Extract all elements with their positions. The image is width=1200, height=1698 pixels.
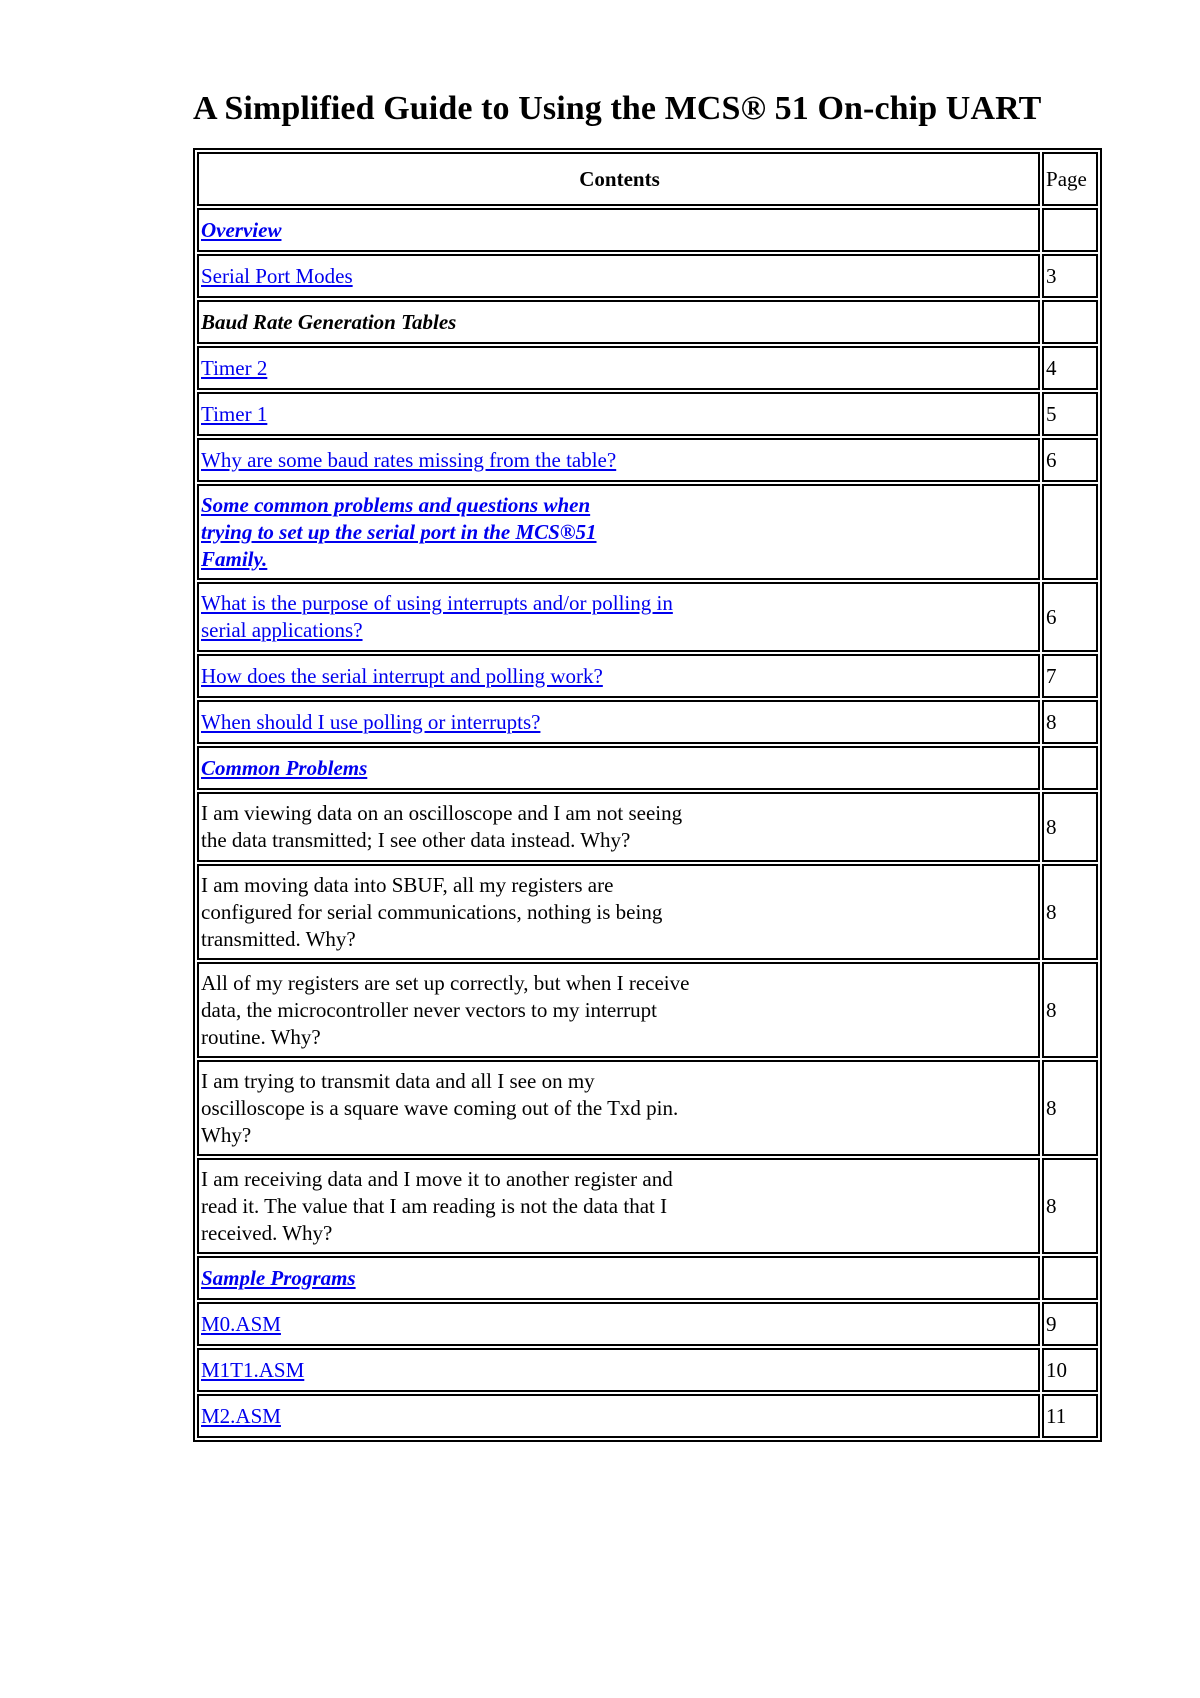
toc-entry-line: routine. Why?	[201, 1024, 321, 1049]
toc-row	[197, 864, 1098, 960]
toc-link[interactable]	[201, 664, 603, 688]
toc-text	[201, 971, 689, 1049]
page-number-cell: 9	[1042, 1302, 1098, 1346]
toc-row	[197, 746, 1098, 790]
toc-row	[197, 1348, 1098, 1392]
toc-entry-line: data, the microcontroller never vectors to my interrupt	[201, 997, 658, 1022]
toc-link[interactable]	[201, 1312, 281, 1336]
toc-entry-line[interactable]: When should I use polling or interrupts?	[201, 709, 541, 734]
toc-entry-line[interactable]: serial applications?	[201, 618, 363, 642]
toc-row	[197, 1394, 1098, 1438]
toc-entry-line: configured for serial communications, nothing is being	[201, 899, 663, 924]
toc-entry-line: I am receiving data and I move it to another register and	[201, 1166, 673, 1191]
toc-link[interactable]	[201, 1358, 304, 1382]
toc-entry-cell	[197, 392, 1040, 436]
page-number-cell: 11	[1042, 1394, 1098, 1438]
toc-entry-cell	[197, 700, 1040, 744]
toc-entry-cell	[197, 346, 1040, 390]
toc-entry-cell	[197, 962, 1040, 1058]
toc-entry-cell	[197, 1060, 1040, 1156]
toc-entry-line[interactable]: Sample Programs	[201, 1265, 356, 1290]
page-number-cell: 8	[1042, 962, 1098, 1058]
toc-entry-cell	[197, 1348, 1040, 1392]
toc-link[interactable]	[201, 448, 616, 472]
toc-link[interactable]	[201, 493, 597, 571]
toc-link[interactable]	[201, 402, 267, 426]
toc-entry-line: Why?	[201, 1122, 252, 1147]
toc-row	[197, 700, 1098, 744]
toc-entry-line[interactable]: What is the purpose of using interrupts and/or polling in	[201, 591, 673, 615]
page-number-cell: 10	[1042, 1348, 1098, 1392]
toc-link[interactable]	[201, 1404, 281, 1428]
toc-entry-cell	[197, 300, 1040, 344]
page-number-cell	[1042, 484, 1098, 580]
toc-entry-cell	[197, 582, 1040, 652]
page-number-cell	[1042, 1256, 1098, 1300]
page-number-cell: 5	[1042, 392, 1098, 436]
toc-link[interactable]	[201, 356, 267, 380]
page-title: A Simplified Guide to Using the MCS® 51 On-chip UART	[193, 90, 1042, 127]
toc-entry-line: read it. The value that I am reading is not the data that I	[201, 1193, 668, 1218]
toc-entry-cell	[197, 746, 1040, 790]
toc-row	[197, 300, 1098, 344]
toc-entry-line: I am moving data into SBUF, all my registers are	[201, 872, 614, 897]
page-number-cell: 8	[1042, 700, 1098, 744]
toc-row	[197, 654, 1098, 698]
toc-link[interactable]	[201, 264, 353, 288]
toc-entry-line[interactable]: Serial Port Modes	[201, 263, 353, 288]
toc-entry-cell	[197, 792, 1040, 862]
toc-text	[201, 873, 662, 951]
toc-text	[201, 1069, 678, 1147]
toc-link[interactable]	[201, 756, 367, 780]
toc-link[interactable]	[201, 591, 673, 642]
toc-entry-line[interactable]: trying to set up the serial port in the MCS®51	[201, 519, 597, 544]
toc-row	[197, 1158, 1098, 1254]
toc-entry-cell	[197, 438, 1040, 482]
toc-text	[201, 1167, 673, 1245]
toc-row	[197, 962, 1098, 1058]
page-header: Page	[1042, 152, 1098, 206]
toc-entry-line: transmitted. Why?	[201, 926, 356, 951]
toc-link[interactable]	[201, 710, 540, 734]
page-number-cell: 4	[1042, 346, 1098, 390]
page-number-cell: 8	[1042, 864, 1098, 960]
toc-row	[197, 392, 1098, 436]
toc-text	[201, 310, 456, 334]
page-number-cell	[1042, 208, 1098, 252]
toc-row	[197, 582, 1098, 652]
toc-entry-line: oscilloscope is a square wave coming out of the Txd pin.	[201, 1095, 679, 1120]
toc-entry-cell	[197, 1394, 1040, 1438]
toc-entry-cell	[197, 484, 1040, 580]
page-number-cell: 3	[1042, 254, 1098, 298]
toc-text	[201, 801, 682, 852]
toc-entry-line[interactable]: M0.ASM	[201, 1311, 281, 1336]
page-number-cell: 6	[1042, 582, 1098, 652]
toc-entry-cell	[197, 654, 1040, 698]
page-number-cell: 7	[1042, 654, 1098, 698]
toc-entry-cell	[197, 1256, 1040, 1300]
toc-entry-line[interactable]: Family.	[201, 546, 268, 571]
toc-entry-line: I am viewing data on an oscilloscope and I am not seeing	[201, 801, 683, 825]
toc-entry-line: Baud Rate Generation Tables	[201, 309, 457, 334]
contents-header: Contents	[197, 152, 1040, 206]
page-number-cell	[1042, 746, 1098, 790]
toc-entry-line[interactable]: Common Problems	[201, 755, 368, 780]
toc-entry-line: All of my registers are set up correctly, but when I receive	[201, 970, 690, 995]
toc-entry-line[interactable]: Overview	[201, 217, 282, 242]
toc-row	[197, 208, 1098, 252]
toc-row	[197, 1060, 1098, 1156]
toc-entry-line[interactable]: How does the serial interrupt and polling work?	[201, 663, 603, 688]
contents-table	[193, 148, 1102, 1442]
toc-entry-cell	[197, 864, 1040, 960]
toc-link[interactable]	[201, 1266, 356, 1290]
toc-entry-line[interactable]: M1T1.ASM	[201, 1357, 305, 1382]
table-header-row	[197, 152, 1098, 206]
toc-row	[197, 1256, 1098, 1300]
toc-row	[197, 346, 1098, 390]
page-number-cell	[1042, 300, 1098, 344]
toc-entry-line[interactable]: Why are some baud rates missing from the table?	[201, 447, 617, 472]
toc-row	[197, 792, 1098, 862]
toc-row	[197, 1302, 1098, 1346]
toc-entry-line: the data transmitted; I see other data instead. Why?	[201, 828, 631, 852]
toc-entry-line[interactable]: Timer 2	[201, 355, 268, 380]
page-number-cell: 8	[1042, 792, 1098, 862]
page-number-cell: 8	[1042, 1060, 1098, 1156]
page-number-cell: 8	[1042, 1158, 1098, 1254]
toc-link[interactable]	[201, 218, 281, 242]
toc-row	[197, 484, 1098, 580]
toc-entry-cell	[197, 1302, 1040, 1346]
toc-entry-cell	[197, 254, 1040, 298]
toc-entry-cell	[197, 1158, 1040, 1254]
toc-entry-line: I am trying to transmit data and all I see on my	[201, 1068, 595, 1093]
toc-entry-line: received. Why?	[201, 1220, 333, 1245]
toc-entry-line[interactable]: Timer 1	[201, 401, 268, 426]
toc-entry-line[interactable]: Some common problems and questions when	[201, 492, 591, 517]
toc-row	[197, 254, 1098, 298]
toc-row	[197, 438, 1098, 482]
toc-entry-cell	[197, 208, 1040, 252]
page-number-cell: 6	[1042, 438, 1098, 482]
toc-entry-line[interactable]: M2.ASM	[201, 1403, 281, 1428]
